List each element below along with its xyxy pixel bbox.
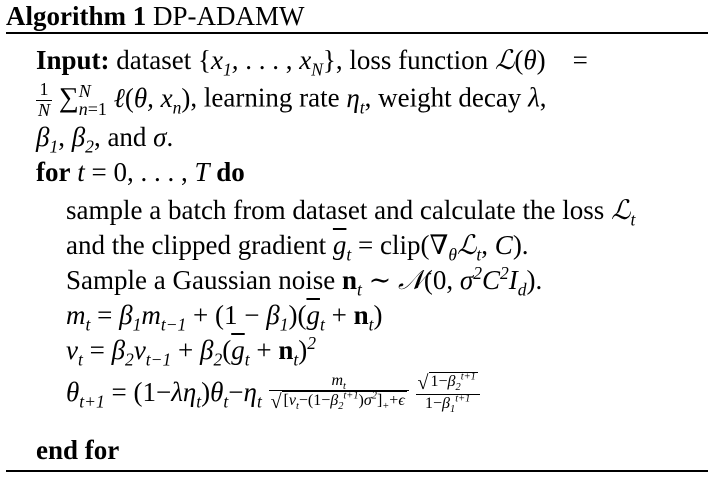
lr-math: $\eta_t$ [346, 82, 365, 117]
algorithm-label: Algorithm 1 [6, 1, 147, 31]
noise-math: $n_t$ ∼ 𝒩(0, $\sigma^2C^2I_d$). [341, 263, 543, 300]
for-keyword: for [36, 157, 71, 187]
sum-symbol: ∑ [58, 82, 79, 114]
input-and-text: and [107, 122, 147, 152]
bias-correction-fraction: √ $1-\beta_2^{t+1}$ $1-\beta_1^{t+1}$ [416, 372, 480, 413]
beta-math: $\beta_1$, $\beta_2$ [36, 122, 94, 157]
for-line [36, 156, 245, 188]
wd-math: λ [528, 82, 540, 113]
theta-update-line: $\theta_{t+1} = (1-\lambda\eta_t)\theta_t-\eta_t$ $m_t$ √ $[v_t-(1-\beta_2^{t+1})\sigma^2]_++\epsilon$ √ $1-\beta_2^{t+1}$ $1-\beta_1^{t+1}$ [66, 372, 480, 432]
dataset-math: {$x_1$, . . . , $x_N$} [198, 45, 336, 80]
input-dataset-text: dataset [116, 45, 192, 75]
one-over-n-frac: $\frac{1}{N}$ [38, 79, 51, 120]
v-update-line: $v_t = \beta_2v_{t-1} + \beta_2(\overline{g}_t + n_t)^2$ [66, 333, 316, 370]
step-line-2 [66, 229, 529, 265]
for-range-math: t = 0, . . . , T [77, 157, 210, 187]
sigma-math: σ [153, 122, 167, 152]
loss-sum-math: ℓ(θ, $x_n$) [113, 82, 191, 117]
step-text-1: sample a batch from dataset and calculate the loss [66, 195, 605, 225]
bottom-rule [6, 470, 708, 472]
step-text-2: and the clipped gradient [66, 230, 327, 260]
end-for-line [36, 434, 119, 466]
top-rule [6, 32, 708, 34]
clip-math: $\overline{g}_t$ = $clip(\nabla_\theta ℒ_t$, C). [332, 230, 529, 265]
step-text-3: Sample a Gaussian noise [66, 265, 336, 295]
input-wd-text: weight decay [378, 82, 522, 113]
m-update-line: $m_t = \beta_1m_{t-1} + (1 - \beta_1)(\overline{g}_t + n_t)$ [66, 300, 383, 335]
step-line-1: sample a batch from dataset and calculate the loss ℒ$_t$ [66, 195, 636, 230]
loss-math: ℒ(θ) = [494, 45, 588, 75]
input-line-2: $\frac{1}{N}$ ∑ N n=1 ℓ(θ, $x_n$), learning rate $\eta_t$, weight decay λ, [38, 79, 547, 120]
input-lr-text: learning rate [203, 82, 340, 113]
step-line-3 [66, 263, 543, 300]
adam-fraction: $m_t$ √ $[v_t-(1-\beta_2^{t+1})\sigma^2]_++\epsilon$ [269, 372, 409, 413]
end-for-keyword: end for [36, 435, 120, 465]
algorithm-name: DP-ADAMW [152, 1, 305, 31]
input-line-3: $\beta_1$, $\beta_2$, and σ. [36, 122, 174, 157]
input-line-1: Input: dataset {$x_1$, . . . , $x_N$}, loss function ℒ(θ) = [36, 45, 588, 80]
algorithm-caption [6, 0, 304, 32]
do-keyword: do [216, 157, 245, 187]
input-keyword: Input: [36, 45, 110, 75]
input-loss-text: loss function [349, 45, 489, 75]
